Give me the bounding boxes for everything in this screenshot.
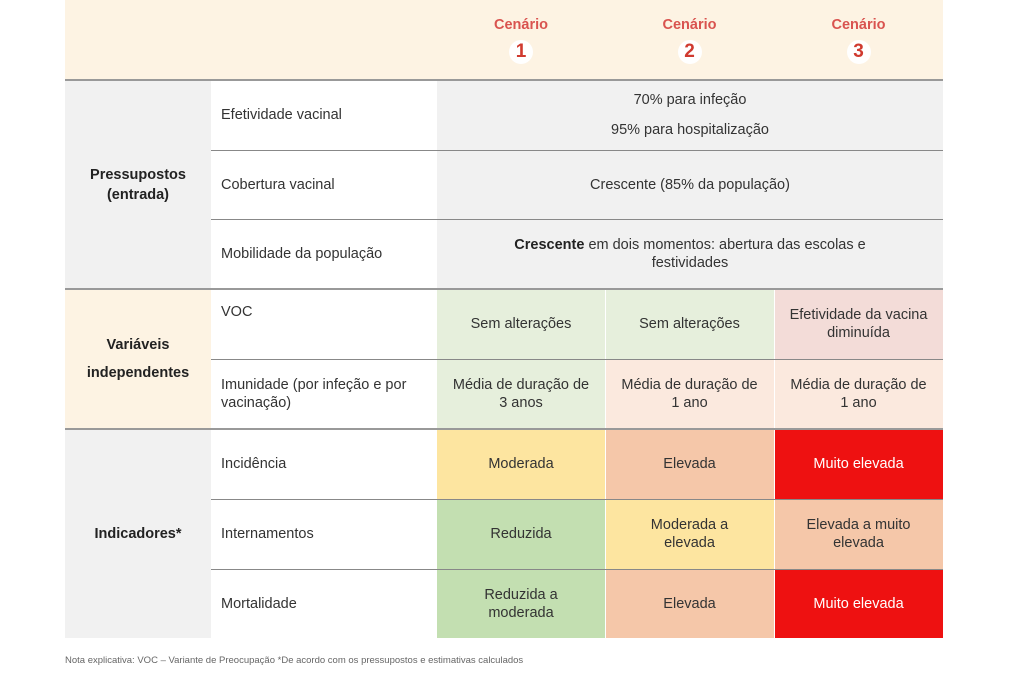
scenario-table [65, 0, 943, 638]
divider-row [211, 150, 943, 151]
group-indicadores: Indicadores* [65, 429, 211, 638]
header-left-blank [65, 0, 437, 80]
incidencia-scenario-3: Muito elevada [774, 429, 943, 499]
scenario-3-number: 3 [847, 40, 871, 64]
scenario-2-header [605, 0, 774, 80]
divider-row [211, 219, 943, 220]
row-label-efetividade: Efetividade vacinal [211, 80, 437, 150]
scenario-2-title: Cenário [662, 17, 717, 33]
divider-row [211, 569, 943, 570]
imunidade-scenario-2: Média de duração de 1 ano [605, 359, 774, 429]
divider-row [211, 359, 943, 360]
row-label-imunidade: Imunidade (por infeção e por vacinação) [211, 359, 437, 429]
internamentos-scenario-3: Elevada a muito elevada [774, 499, 943, 569]
voc-scenario-1: Sem alterações [437, 289, 605, 359]
scenario-1-header [437, 0, 605, 80]
incidencia-scenario-2: Elevada [605, 429, 774, 499]
efetividade-line-1: 70% para infeção [633, 92, 747, 108]
group-variaveis: Variáveis independentes [65, 289, 211, 429]
group-pressupostos: Pressupostos (entrada) [65, 80, 211, 289]
row-label-mortalidade: Mortalidade [211, 569, 437, 638]
divider-variaveis-top [65, 288, 943, 290]
row-label-internamentos: Internamentos [211, 499, 437, 569]
scenario-1-title: Cenário [494, 17, 548, 33]
imunidade-scenario-3: Média de duração de 1 ano [774, 359, 943, 429]
incidencia-scenario-1: Moderada [437, 429, 605, 499]
voc-scenario-2: Sem alterações [605, 289, 774, 359]
mobilidade-bold: Crescente [514, 237, 585, 253]
divider-indicadores-top [65, 428, 943, 430]
row-label-voc: VOC [211, 289, 437, 359]
scenario-2-number: 2 [678, 40, 702, 64]
column-separator-2 [774, 289, 775, 638]
voc-scenario-3: Efetividade da vacina diminuída [774, 289, 943, 359]
divider-pressupostos-top [65, 79, 943, 81]
divider-row [211, 499, 943, 500]
efetividade-value [437, 80, 943, 150]
mortalidade-scenario-1: Reduzida a moderada [437, 569, 605, 638]
row-label-incidencia: Incidência [211, 429, 437, 499]
scenario-3-header [774, 0, 943, 80]
mobilidade-text [477, 236, 903, 272]
mortalidade-scenario-2: Elevada [605, 569, 774, 638]
efetividade-line-2: 95% para hospitalização [611, 122, 769, 138]
internamentos-scenario-2: Moderada a elevada [605, 499, 774, 569]
internamentos-scenario-1: Reduzida [437, 499, 605, 569]
imunidade-scenario-1: Média de duração de 3 anos [437, 359, 605, 429]
column-separator-1 [605, 289, 606, 638]
mobilidade-rest: em dois momentos: abertura das escolas e festividades [584, 237, 866, 271]
row-label-mobilidade: Mobilidade da população [211, 219, 437, 289]
scenario-1-number: 1 [509, 40, 533, 64]
mortalidade-scenario-3: Muito elevada [774, 569, 943, 638]
row-label-cobertura: Cobertura vacinal [211, 150, 437, 219]
scenario-3-title: Cenário [831, 17, 886, 33]
cobertura-value: Crescente (85% da população) [437, 150, 943, 219]
footnote: Nota explicativa: VOC – Variante de Preocupação *De acordo com os pressupostos e estimativas calculados [65, 655, 524, 666]
mobilidade-value [437, 219, 943, 289]
